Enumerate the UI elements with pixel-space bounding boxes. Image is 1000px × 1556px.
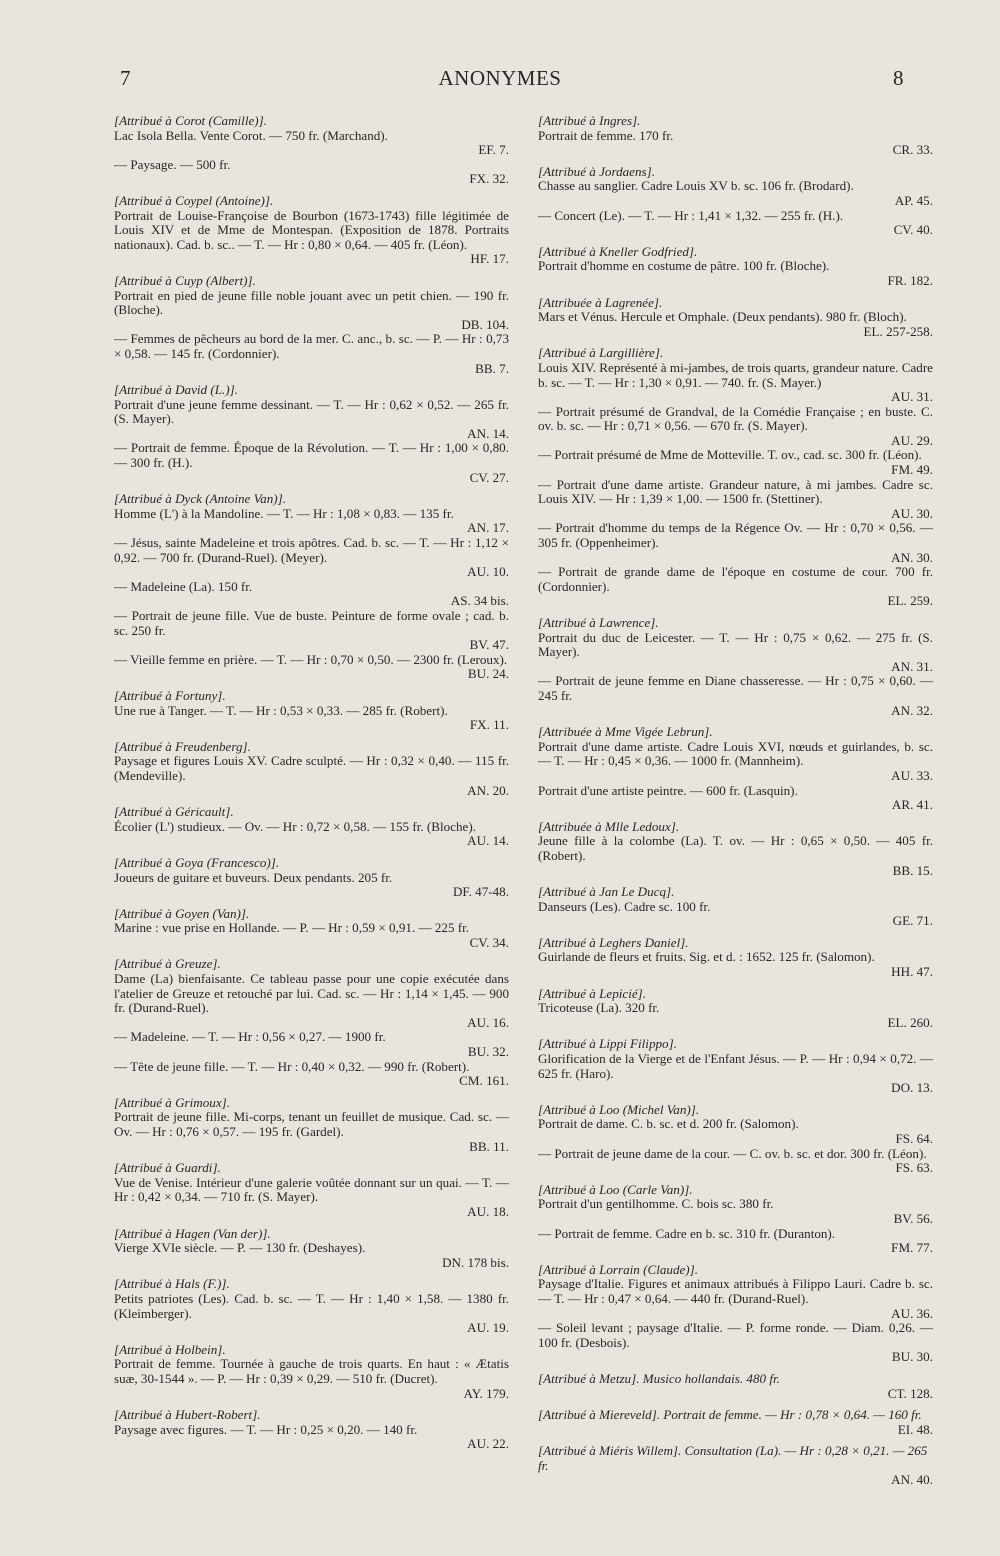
catalog-entry: [114, 1161, 509, 1219]
artwork-description: — Soleil levant ; paysage d'Italie. — P. forme ronde. — Diam. 0,26. — 100 fr. (Desbois).: [538, 1320, 933, 1350]
catalog-entry: [538, 165, 933, 238]
artwork-description: Paysage et figures Louis XV. Cadre sculpté. — Hr : 0,32 × 0,40. — 115 fr. (Mendeville).: [114, 753, 509, 783]
sale-reference: AU. 33.: [891, 767, 933, 783]
artwork-description: Mars et Vénus. Hercule et Omphale. (Deux pendants). 980 fr. (Bloch).: [538, 309, 907, 325]
catalog-entry: [538, 820, 933, 878]
catalog-entry: [538, 616, 933, 718]
catalog-entry: [538, 114, 933, 158]
attribution-heading: [Attribué à Jordaens].: [538, 163, 655, 179]
artwork-description: Marine : vue prise en Hollande. — P. — Hr : 0,59 × 0,91. — 225 fr.: [114, 920, 470, 936]
artwork-description: Paysage avec figures. — T. — Hr : 0,25 × 0,20. — 140 fr.: [114, 1421, 418, 1437]
artwork-description: — Concert (Le). — T. — Hr : 1,41 × 1,32. — 255 fr. (H.).: [538, 207, 844, 223]
sale-reference: EL. 259.: [887, 593, 933, 609]
sale-reference: BU. 30.: [891, 1349, 933, 1365]
sale-reference: AN. 32.: [891, 702, 933, 718]
catalog-entry: [538, 1372, 933, 1401]
sale-reference: DF. 47-48.: [452, 884, 509, 900]
sale-reference: AU. 29.: [891, 432, 933, 448]
sale-reference: CR. 33.: [892, 142, 933, 158]
sale-reference: BU. 24.: [467, 666, 509, 682]
artwork-description: Homme (L') à la Mandoline. — T. — Hr : 1,08 × 0,83. — 135 fr.: [114, 505, 454, 521]
sale-reference: AU. 10.: [467, 564, 509, 580]
sale-reference: CT. 128.: [887, 1385, 933, 1401]
sale-reference: EF. 7.: [478, 142, 509, 158]
artwork-description: — Vieille femme en prière. — T. — Hr : 0,70 × 0,50. — 2300 fr. (Leroux).: [114, 651, 508, 667]
running-title: ANONYMES: [438, 66, 562, 90]
sale-reference: AP. 45.: [894, 192, 933, 208]
artwork-description: — Portrait présumé de Mme de Motteville. T. ov., cad. sc. 300 fr. (Léon).: [538, 447, 922, 463]
sale-reference: GE. 71.: [892, 913, 933, 929]
sale-reference: DB. 104.: [461, 316, 509, 332]
artwork-description: Portrait de femme. Tournée à gauche de trois quarts. En haut : « Ætatis suæ, 30-1544 ». — P. — Hr : 0,39 × 0,29. — 510 fr. (Ducret).: [114, 1356, 509, 1386]
catalog-entry: [114, 907, 509, 951]
catalog-entry: [538, 296, 933, 340]
artwork-description: — Portrait d'une dame artiste. Grandeur nature, à mi jambes. Cadre sc. Louis XIV. — Hr : 1,39 × 1,00. — 1500 fr. (Stettiner).: [538, 476, 933, 507]
artwork-description: Portrait d'un gentilhomme. C. bois sc. 380 fr.: [538, 1196, 774, 1212]
sale-reference: AU. 16.: [467, 1014, 509, 1030]
catalog-entry: [114, 274, 509, 376]
sale-reference: FS. 64.: [895, 1131, 933, 1146]
sale-reference: FX. 32.: [469, 171, 509, 187]
catalog-entry: [114, 1408, 509, 1452]
catalog-entry: [538, 725, 933, 813]
catalog-entry: [538, 936, 933, 980]
sale-reference: AY. 179.: [463, 1385, 509, 1401]
sale-reference: FS. 63.: [895, 1160, 933, 1176]
attribution-heading: [Attribué à Metzu]. Musico hollandais. 480 fr.: [538, 1370, 780, 1386]
catalog-entry: [114, 1343, 509, 1401]
sale-reference: EL. 257-258.: [863, 323, 933, 339]
catalog-entry: [538, 1408, 933, 1437]
sale-reference: HF. 17.: [470, 251, 509, 267]
catalog-entry: [114, 492, 509, 682]
catalog-entry: [114, 1227, 509, 1271]
sale-reference: DN. 178 bis.: [442, 1254, 509, 1270]
left-page-number: 7: [120, 66, 131, 90]
artwork-description: Portrait du duc de Leicester. — T. — Hr : 0,75 × 0,62. — 275 fr. (S. Mayer).: [538, 629, 933, 660]
artwork-description: Vue de Venise. Intérieur d'une galerie voûtée donnant sur un quai. — T. — Hr : 0,42 × 0,34. — 710 fr. (S. Mayer).: [114, 1174, 509, 1205]
catalog-entry: [114, 1096, 509, 1154]
catalog-entry: [114, 1277, 509, 1335]
right-page-number: 8: [893, 66, 904, 90]
sale-reference: AU. 18.: [467, 1203, 509, 1219]
attribution-heading: [Attribué à Hubert-Robert].: [114, 1407, 261, 1423]
sale-reference: AU. 14.: [467, 833, 509, 849]
artwork-description: — Madeleine. — T. — Hr : 0,56 × 0,27. — 1900 fr.: [114, 1029, 386, 1045]
sale-reference: CM. 161.: [459, 1073, 509, 1089]
attribution-heading: [Attribué à Hals (F.)].: [114, 1276, 230, 1292]
sale-reference: BB. 11.: [469, 1138, 509, 1154]
artwork-description: Joueurs de guitare et buveurs. Deux pendants. 205 fr.: [114, 869, 393, 885]
attribution-heading: [Attribué à Kneller Godfried].: [538, 243, 698, 259]
catalog-entry: [114, 805, 509, 849]
attribution-heading: [Attribué à Cuyp (Albert)].: [114, 272, 256, 288]
artwork-description: Portrait d'une jeune femme dessinant. — T. — Hr : 0,62 × 0,52. — 265 fr. (S. Mayer).: [114, 396, 509, 427]
sale-reference: HH. 47.: [891, 964, 933, 980]
attribution-heading: [Attribué à Greuze].: [114, 956, 221, 972]
artwork-description: Vierge XVIe siècle. — P. — 130 fr. (Deshayes).: [114, 1240, 366, 1256]
artwork-description: — Portrait d'homme du temps de la Régence Ov. — Hr : 0,70 × 0,56. — 305 fr. (Oppenheimer).: [538, 520, 933, 551]
sale-reference: AS. 34 bis.: [450, 593, 509, 609]
sale-reference: AN. 17.: [467, 520, 509, 536]
attribution-heading: [Attribué à Freudenberg].: [114, 738, 251, 754]
sale-reference: CV. 40.: [893, 222, 933, 238]
sale-reference: AN. 20.: [467, 782, 509, 798]
sale-reference: EI. 48.: [897, 1421, 933, 1437]
artwork-description: Portrait de Louise-Françoise de Bourbon (1673-1743) fille légitimée de Louis XIV et de Mme de Montespan. (Exposition de 1878. Portraits nationaux). Cad. b. sc.. — T. — Hr : 0,80 × 0,64. — 405 fr. (Léon).: [114, 207, 509, 252]
sale-reference: AN. 30.: [891, 549, 933, 565]
attribution-heading: [Attribuée à Mlle Ledoux].: [538, 818, 680, 834]
sale-reference: FM. 77.: [891, 1240, 933, 1256]
attribution-heading: [Attribué à Loo (Michel Van)].: [538, 1101, 700, 1117]
artwork-description: — Portrait de grande dame de l'époque en costume de cour. 700 fr. (Cordonnier).: [538, 564, 933, 594]
artwork-description: — Tête de jeune fille. — T. — Hr : 0,40 × 0,32. — 990 fr. (Robert).: [114, 1058, 470, 1074]
catalog-entry: [538, 1263, 933, 1365]
attribution-heading: [Attribué à Lawrence].: [538, 615, 659, 630]
catalog-entry: [538, 245, 933, 289]
sale-reference: AU. 36.: [891, 1305, 933, 1321]
artwork-description: Écolier (L') studieux. — Ov. — Hr : 0,72 × 0,58. — 155 fr. (Bloche).: [114, 818, 476, 834]
catalog-entry: [114, 383, 509, 485]
sale-reference: CV. 34.: [469, 934, 509, 950]
attribution-heading: [Attribué à Lorrain (Claude)].: [538, 1261, 699, 1277]
attribution-heading: [Attribué à Fortuny].: [114, 687, 226, 703]
artwork-description: — Portrait de femme. Cadre en b. sc. 310 fr. (Duranton).: [538, 1225, 836, 1241]
artwork-description: — Femmes de pêcheurs au bord de la mer. C. anc., b. sc. — P. — Hr : 0,73 × 0,58. — 145 fr. (Cordonnier).: [114, 331, 509, 361]
attribution-heading: [Attribué à Ingres].: [538, 113, 641, 128]
catalog-entry: [538, 1444, 933, 1488]
artwork-description: — Madeleine (La). 150 fr.: [114, 578, 253, 594]
attribution-heading: [Attribué à Miéris Willem]. Consultation (La). — Hr : 0,28 × 0,21. — 265 fr.: [538, 1443, 928, 1473]
sale-reference: BU. 32.: [467, 1044, 509, 1060]
sale-reference: EL. 260.: [887, 1014, 933, 1030]
artwork-description: Une rue à Tanger. — T. — Hr : 0,53 × 0,33. — 285 fr. (Robert).: [114, 702, 448, 718]
sale-reference: CV. 27.: [469, 469, 509, 485]
sale-reference: FR. 182.: [887, 272, 933, 288]
sale-reference: AR. 41.: [891, 797, 933, 813]
artwork-description: — Portrait de jeune dame de la cour. — C. ov. b. sc. et dor. 300 fr. (Léon).: [538, 1145, 927, 1161]
artwork-description: Portrait de dame. C. b. sc. et d. 200 fr. (Salomon).: [538, 1116, 799, 1132]
artwork-description: Dame (La) bienfaisante. Ce tableau passe pour une copie exécutée dans l'atelier de Greuze et retouché par lui. Cad. sc. — Hr : 1,14 × 1,45. — 900 fr. (Durand-Ruel).: [114, 971, 509, 1016]
artwork-description: — Paysage. — 500 fr.: [114, 156, 231, 172]
artwork-description: — Portrait de jeune fille. Vue de buste. Peinture de forme ovale ; cad. b. sc. 250 fr.: [114, 608, 509, 638]
catalog-entry: [538, 1103, 933, 1176]
catalog-entry: [114, 689, 509, 733]
sale-reference: AN. 31.: [891, 658, 933, 674]
sale-reference: AU. 22.: [467, 1436, 509, 1452]
attribution-heading: [Attribué à Holbein].: [114, 1341, 226, 1357]
attribution-heading: [Attribué à Lippi Filippo].: [538, 1036, 677, 1052]
sale-reference: AU. 19.: [467, 1320, 509, 1336]
catalog-entry: [538, 885, 933, 929]
artwork-description: Glorification de la Vierge et de l'Enfant Jésus. — P. — Hr : 0,94 × 0,72. — 625 fr. (Haro).: [538, 1051, 933, 1081]
artwork-description: Portrait d'une dame artiste. Cadre Louis XVI, nœuds et guirlandes, b. sc. — T. — Hr : 0,45 × 0,36. — 1000 fr. (Mannheim).: [538, 738, 933, 769]
attribution-heading: [Attribuée à Mme Vigée Lebrun].: [538, 724, 713, 740]
sale-reference: BV. 56.: [893, 1210, 933, 1226]
attribution-heading: [Attribué à Corot (Camille)].: [114, 113, 268, 128]
attribution-heading: [Attribué à Goya (Francesco)].: [114, 854, 280, 870]
attribution-heading: [Attribué à David (L.)].: [114, 382, 239, 398]
artwork-description: Chasse au sanglier. Cadre Louis XV b. sc. 106 fr. (Brodard).: [538, 178, 854, 194]
attribution-heading: [Attribuée à Lagrenée].: [538, 294, 663, 310]
artwork-description: Tricoteuse (La). 320 fr.: [538, 1000, 660, 1016]
sale-reference: FM. 49.: [891, 462, 933, 478]
artwork-description: Louis XIV. Représenté à mi-jambes, de trois quarts, grandeur nature. Cadre b. sc. — T. — Hr : 1,30 × 0,91. — 740. fr. (S. Mayer.): [538, 359, 933, 390]
artwork-description: — Portrait de femme. Époque de la Révolution. — T. — Hr : 1,00 × 0,80. — 300 fr. (H.).: [114, 440, 509, 471]
attribution-heading: [Attribué à Coypel (Antoine)].: [114, 192, 274, 208]
catalog-entry: [538, 1037, 933, 1095]
sale-reference: BB. 7.: [475, 360, 509, 376]
attribution-heading: [Attribué à Largillière].: [538, 345, 664, 361]
catalog-entry: [538, 346, 933, 609]
sale-reference: BV. 47.: [469, 637, 509, 653]
attribution-heading: [Attribué à Lepicié].: [538, 985, 647, 1001]
attribution-heading: [Attribué à Jan Le Ducq].: [538, 884, 675, 900]
attribution-heading: [Attribué à Hagen (Van der)].: [114, 1225, 271, 1241]
artwork-description: Jeune fille à la colombe (La). T. ov. — Hr : 0,65 × 0,50. — 405 fr. (Robert).: [538, 833, 933, 863]
right-column: [538, 114, 933, 1495]
artwork-description: — Portrait présumé de Grandval, de la Comédie Française ; en buste. C. ov. b. sc. — Hr : 0,71 × 0,56. — 670 fr. (S. Mayer).: [538, 403, 933, 434]
artwork-description: — Portrait de jeune femme en Diane chasseresse. — Hr : 0,75 × 0,60. — 245 fr.: [538, 673, 933, 703]
artwork-description: Portrait de femme. 170 fr.: [538, 127, 674, 143]
artwork-description: Portrait d'une artiste peintre. — 600 fr. (Lasquin).: [538, 782, 798, 798]
catalog-entry: [114, 194, 509, 267]
left-column: [114, 114, 509, 1459]
catalog-entry: [114, 114, 509, 187]
artwork-description: Portrait d'homme en costume de pâtre. 100 fr. (Bloche).: [538, 258, 830, 274]
artwork-description: Portrait en pied de jeune fille noble jouant avec un petit chien. — 190 fr. (Bloche).: [114, 287, 509, 318]
artwork-description: Danseurs (Les). Cadre sc. 100 fr.: [538, 898, 711, 914]
sale-reference: AN. 14.: [467, 425, 509, 441]
artwork-description: Portrait de jeune fille. Mi-corps, tenant un feuillet de musique. Cad. sc. — Ov. — Hr : 0,76 × 0,57. — 195 fr. (Gardel).: [114, 1109, 509, 1139]
attribution-heading: [Attribué à Grimoux].: [114, 1094, 231, 1110]
catalog-entry: [538, 1183, 933, 1256]
artwork-description: — Jésus, sainte Madeleine et trois apôtres. Cad. b. sc. — T. — Hr : 1,12 × 0,92. — 700 fr. (Durand-Ruel). (Meyer).: [114, 535, 509, 565]
catalog-entry: [538, 987, 933, 1031]
artwork-description: Paysage d'Italie. Figures et animaux attribués à Filippo Lauri. Cadre b. sc. — T. — Hr : 0,47 × 0,64. — 440 fr. (Durand-Ruel).: [538, 1276, 933, 1306]
sale-reference: FX. 11.: [469, 717, 509, 733]
attribution-heading: [Attribué à Miereveld]. Portrait de femme. — Hr : 0,78 × 0,64. — 160 fr.: [538, 1407, 922, 1423]
sale-reference: AN. 40.: [891, 1472, 933, 1488]
attribution-heading: [Attribué à Goyen (Van)].: [114, 905, 250, 921]
attribution-heading: [Attribué à Leghers Daniel].: [538, 934, 689, 950]
sale-reference: AU. 31.: [891, 389, 933, 405]
sale-reference: BB. 15.: [892, 862, 933, 878]
catalog-entry: [114, 957, 509, 1088]
sale-reference: DO. 13.: [891, 1080, 933, 1096]
sale-reference: AU. 30.: [891, 505, 933, 521]
catalog-entry: [114, 740, 509, 798]
catalog-entry: [114, 856, 509, 900]
artwork-description: Petits patriotes (Les). Cad. b. sc. — T. — Hr : 1,40 × 1,58. — 1380 fr. (Kleimberger).: [114, 1290, 509, 1321]
attribution-heading: [Attribué à Loo (Carle Van)].: [538, 1181, 693, 1197]
attribution-heading: [Attribué à Dyck (Antoine Van)].: [114, 491, 286, 507]
artwork-description: Lac Isola Bella. Vente Corot. — 750 fr. (Marchand).: [114, 127, 388, 143]
attribution-heading: [Attribué à Géricault].: [114, 804, 234, 820]
artwork-description: Guirlande de fleurs et fruits. Sig. et d. : 1652. 125 fr. (Salomon).: [538, 949, 875, 965]
attribution-heading: [Attribué à Guardi].: [114, 1160, 221, 1176]
